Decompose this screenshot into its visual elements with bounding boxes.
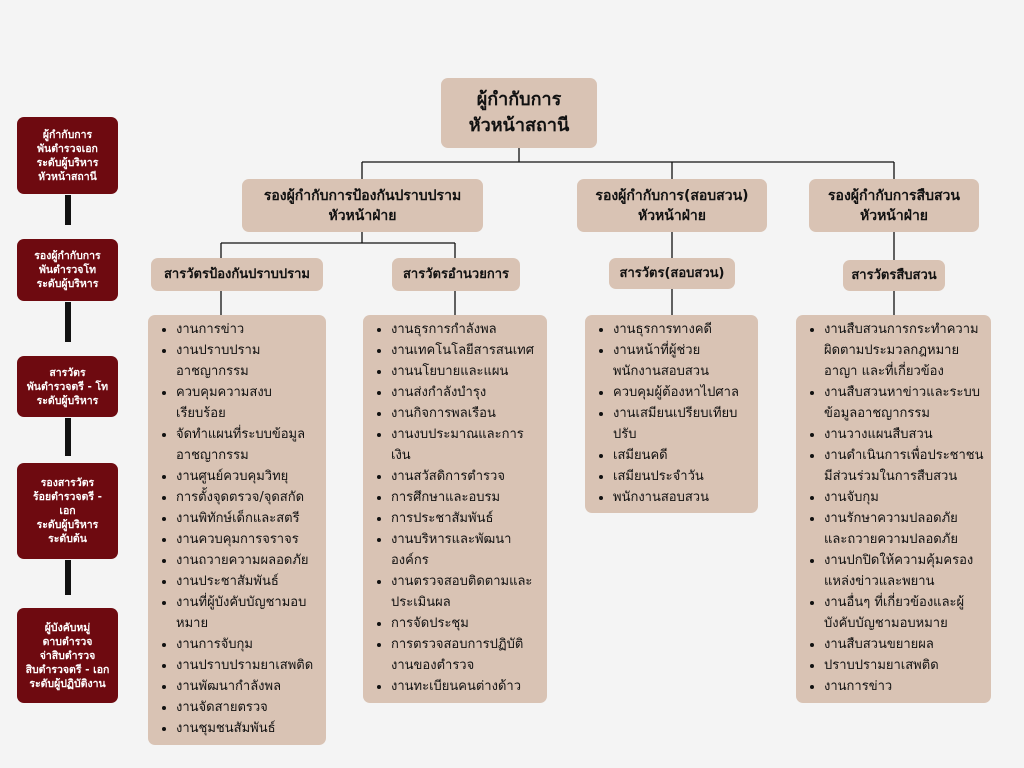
- superintendent-box: ผู้กำกับการ หัวหน้าสถานี: [441, 78, 597, 148]
- rank-box-deputy-superintendent: รองผู้กำกับการ พันตำรวจโท ระดับผู้บริหาร: [17, 239, 118, 301]
- task-item: • การประชาสัมพันธ์: [391, 508, 541, 529]
- task-item: • งานปกปิดให้ความคุ้มครอง แหล่งข่าวและพยาน: [824, 550, 985, 592]
- task-list-investigation-items: [804, 319, 985, 697]
- rank-box-superintendent: ผู้กำกับการ พันตำรวจเอก ระดับผู้บริหาร หัวหน้าสถานี: [17, 117, 118, 194]
- task-item: • งานพัฒนากำลังพล: [176, 676, 320, 697]
- task-item: • งานการข่าว: [824, 676, 985, 697]
- task-list-administration-items: [371, 319, 541, 697]
- task-item: • งานเทคโนโลยีสารสนเทศ: [391, 340, 541, 361]
- task-item: • ควบคุมความสงบ เรียบร้อย: [176, 382, 320, 424]
- task-item: • งานวางแผนสืบสวน: [824, 424, 985, 445]
- task-list-inquiry: [585, 315, 758, 513]
- task-item: • งานสืบสวนการกระทำความ ผิดตามประมวลกฎหมาย อาญา และที่เกี่ยวข้อง: [824, 319, 985, 382]
- task-item: • งานจับกุม: [824, 487, 985, 508]
- deputy-box-investigation: รองผู้กำกับการสืบสวน หัวหน้าฝ่าย: [809, 179, 979, 232]
- task-item: • งานถวายความผลอดภัย: [176, 550, 320, 571]
- inspector-box-inquiry: สารวัตร(สอบสวน): [609, 258, 735, 289]
- task-item: • เสมียนคดี: [613, 445, 752, 466]
- task-item: • การตั้งจุดตรวจ/จุดสกัด: [176, 487, 320, 508]
- task-item: • งานสืบสวนหาข่าวและระบบ ข้อมูลอาชญากรรม: [824, 382, 985, 424]
- inspector-box-prevention: สารวัตรป้องกันปราบปราม: [151, 258, 323, 291]
- rank-box-sub-inspector: รองสารวัตร ร้อยตำรวจตรี - เอก ระดับผู้บริหาร ระดับต้น: [17, 463, 118, 559]
- task-item: • งานรักษาความปลอดภัย และถวายความปลอดภัย: [824, 508, 985, 550]
- task-item: • งานควบคุมการจราจร: [176, 529, 320, 550]
- task-item: • งานศูนย์ควบคุมวิทยุ: [176, 466, 320, 487]
- task-item: • จัดทำแผนที่ระบบข้อมูล อาชญากรรม: [176, 424, 320, 466]
- rank-dash-2: [65, 302, 71, 342]
- task-item: • งานตรวจสอบติดตามและ ประเมินผล: [391, 571, 541, 613]
- task-item: • งานอื่นๆ ที่เกี่ยวข้องและผู้ บังคับบัญชามอบหมาย: [824, 592, 985, 634]
- task-item: • งานทะเบียนคนต่างด้าว: [391, 676, 541, 697]
- rank-dash-4: [65, 560, 71, 595]
- task-item: • งานประชาสัมพันธ์: [176, 571, 320, 592]
- rank-dash-1: [65, 195, 71, 225]
- deputy-box-prevention: รองผู้กำกับการป้องกันปราบปราม หัวหน้าฝ่าย: [242, 179, 483, 232]
- task-item: • งานธุรการกำลังพล: [391, 319, 541, 340]
- task-item: • งานปราบปราม อาชญากรรม: [176, 340, 320, 382]
- deputy-box-investigation-inquiry: รองผู้กำกับการ(สอบสวน) หัวหน้าฝ่าย: [577, 179, 767, 232]
- task-item: • งานชุมชนสัมพันธ์: [176, 718, 320, 739]
- task-item: • งานเสมียนเปรียบเทียบ ปรับ: [613, 403, 752, 445]
- task-item: • งานดำเนินการเพื่อประชาชน มีส่วนร่วมในการสืบสวน: [824, 445, 985, 487]
- task-item: • เสมียนประจำวัน: [613, 466, 752, 487]
- task-item: • งานส่งกำลังบำรุง: [391, 382, 541, 403]
- inspector-box-investigation: สารวัตรสืบสวน: [843, 260, 945, 291]
- task-item: • งานที่ผู้บังคับบัญชามอบ หมาย: [176, 592, 320, 634]
- task-list-prevention: [148, 315, 326, 745]
- task-item: • งานนโยบายและแผน: [391, 361, 541, 382]
- rank-box-inspector: สารวัตร พันตำรวจตรี - โท ระดับผู้บริหาร: [17, 356, 118, 417]
- task-item: • งานงบประมาณและการ เงิน: [391, 424, 541, 466]
- task-item: • ปราบปรามยาเสพติด: [824, 655, 985, 676]
- task-item: • งานบริหารและพัฒนา องค์กร: [391, 529, 541, 571]
- task-item: • ควบคุมผู้ต้องหาไปศาล: [613, 382, 752, 403]
- task-item: • พนักงานสอบสวน: [613, 487, 752, 508]
- task-item: • งานหน้าที่ผู้ช่วย พนักงานสอบสวน: [613, 340, 752, 382]
- rank-dash-3: [65, 418, 71, 456]
- task-item: • การศึกษาและอบรม: [391, 487, 541, 508]
- task-item: • งานปราบปรามยาเสพติด: [176, 655, 320, 676]
- task-item: • งานสวัสดิการตำรวจ: [391, 466, 541, 487]
- rank-box-sergeant: ผู้บังคับหมู่ ดาบตำรวจ จ่าสิบตำรวจ สิบตำรวจตรี - เอก ระดับผู้ปฏิบัติงาน: [17, 608, 118, 703]
- task-item: • งานจัดสายตรวจ: [176, 697, 320, 718]
- task-item: • งานพิทักษ์เด็กและสตรี: [176, 508, 320, 529]
- task-item: • การตรวจสอบการปฏิบัติ งานของตำรวจ: [391, 634, 541, 676]
- task-list-inquiry-items: [593, 319, 752, 508]
- inspector-box-administration: สารวัตรอำนวยการ: [392, 258, 520, 291]
- task-item: • งานธุรการทางคดี: [613, 319, 752, 340]
- task-item: • งานการจับกุม: [176, 634, 320, 655]
- task-item: • งานสืบสวนขยายผล: [824, 634, 985, 655]
- task-item: • งานการข่าว: [176, 319, 320, 340]
- task-list-prevention-items: [156, 319, 320, 739]
- task-list-investigation: [796, 315, 991, 703]
- task-list-administration: [363, 315, 547, 703]
- task-item: • การจัดประชุม: [391, 613, 541, 634]
- task-item: • งานกิจการพลเรือน: [391, 403, 541, 424]
